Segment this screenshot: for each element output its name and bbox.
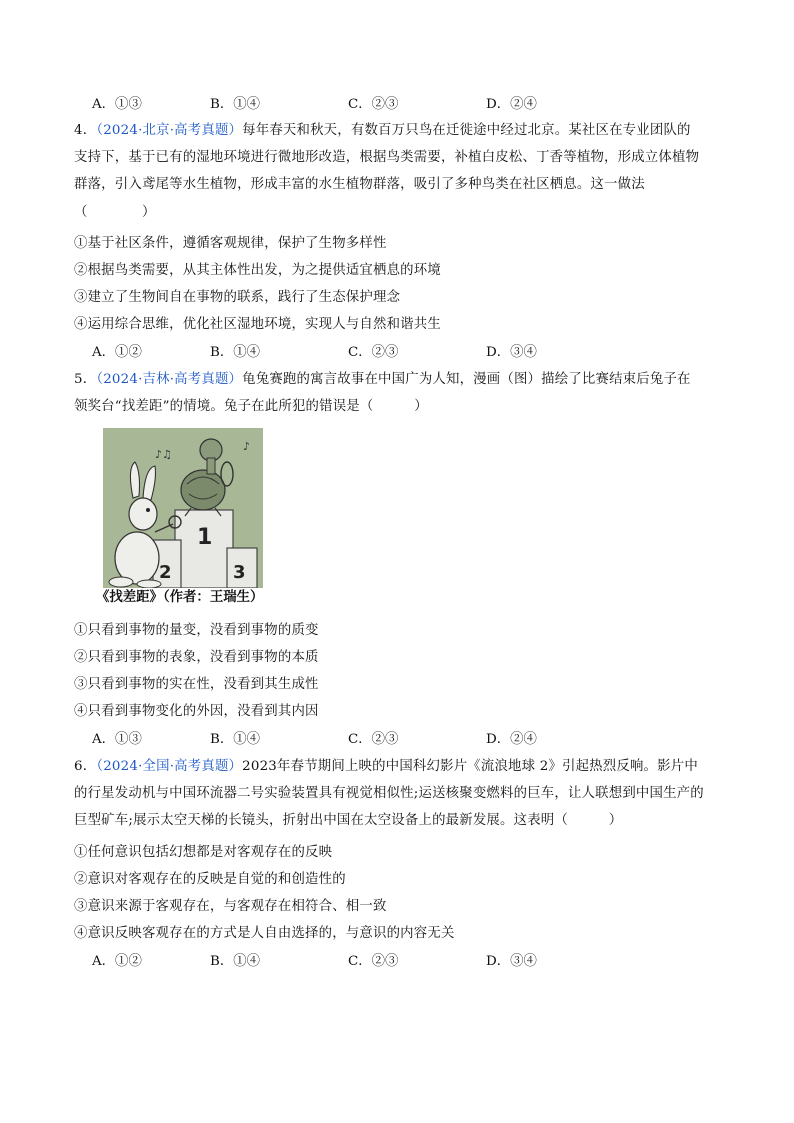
q5-stem-line-1: 5．（2024·吉林·高考真题）龟兔赛跑的寓言故事在中国广为人知，漫画（图）描绘了比赛结束后兔子在 bbox=[74, 372, 691, 387]
q4-option-b: B．①④ bbox=[210, 345, 261, 360]
q6-option-c: C．②③ bbox=[348, 954, 399, 969]
music-note-icon: ♪♫ bbox=[155, 448, 172, 461]
q4-stem-line-3: 群落，引入鸢尾等水生植物，形成丰富的水生植物群落，吸引了多种鸟类在社区栖息。这一做法 bbox=[74, 177, 645, 192]
q4-option-c: C．②③ bbox=[348, 345, 399, 360]
q4-stem-line-4: （ ） bbox=[74, 205, 156, 220]
q4-item-4: ④运用综合思维，优化社区湿地环境，实现人与自然和谐共生 bbox=[74, 317, 441, 332]
q6-number: 6． bbox=[74, 759, 97, 774]
q6-option-d: D．③④ bbox=[486, 954, 537, 969]
q4-source: （2024·北京·高考真题） bbox=[96, 123, 243, 138]
q6-item-3: ③意识来源于客观存在，与客观存在相符合、相一致 bbox=[74, 899, 387, 914]
q6-item-1: ①任何意识包括幻想都是对客观存在的反映 bbox=[74, 845, 333, 860]
q3-option-c: C．②③ bbox=[348, 97, 399, 112]
q3-option-d: D．②④ bbox=[486, 97, 537, 112]
q4-item-1: ①基于社区条件，遵循客观规律，保护了生物多样性 bbox=[74, 236, 387, 251]
q4-stem-line-1: 4．（2024·北京·高考真题）每年春天和秋天，有数百万只鸟在迁徙途中经过北京。某社区在专业团队的 bbox=[74, 123, 691, 138]
q6-option-b: B．①④ bbox=[210, 954, 261, 969]
q5-option-c: C．②③ bbox=[348, 732, 399, 747]
q5-item-3: ③只看到事物的实在性，没看到其生成性 bbox=[74, 677, 319, 692]
podium-first: 1 bbox=[197, 525, 213, 550]
cartoon-caption: 《找差距》（作者：王瑞生） bbox=[96, 590, 264, 605]
q4-item-2: ②根据鸟类需要，从其主体性出发，为之提供适宜栖息的环境 bbox=[74, 263, 441, 278]
q5-option-d: D．②④ bbox=[486, 732, 537, 747]
q6-item-4: ④意识反映客观存在的方式是人自由选择的，与意识的内容无关 bbox=[74, 926, 455, 941]
q6-stem-line-3: 巨型矿车;展示太空天梯的长镜头，折射出中国在太空设备上的最新发展。这表明（ ） bbox=[74, 813, 623, 828]
q6-stem-line-1: 6．（2024·全国·高考真题）2023年春节期间上映的中国科幻影片《流浪地球 2》引起热烈反响。影片中 bbox=[74, 759, 698, 774]
q5-source: （2024·吉林·高考真题） bbox=[96, 372, 243, 387]
q4-option-d: D．③④ bbox=[486, 345, 537, 360]
q3-option-b: B．①④ bbox=[210, 97, 261, 112]
q6-source: （2024·全国·高考真题） bbox=[96, 759, 243, 774]
q6-option-a: A．①② bbox=[92, 954, 142, 969]
podium-second: 2 bbox=[159, 562, 172, 583]
music-note-icon: ♪ bbox=[243, 440, 251, 453]
q5-item-4: ④只看到事物变化的外因，没看到其内因 bbox=[74, 704, 319, 719]
q5-stem-line-2: 领奖台“找差距”的情境。兔子在此所犯的错误是（ ） bbox=[74, 399, 428, 414]
q4-option-a: A．①② bbox=[92, 345, 142, 360]
q6-stem-line-2: 的行星发动机与中国环流器二号实验装置具有视觉相似性;运送核聚变燃料的巨车，让人联想到中国生产的 bbox=[74, 786, 704, 801]
q5-number: 5． bbox=[74, 372, 97, 387]
podium-third: 3 bbox=[233, 562, 246, 583]
q4-stem-line-2: 支持下，基于已有的湿地环境进行微地形改造，根据鸟类需要，补植白皮松、丁香等植物，形成立体植物 bbox=[74, 150, 700, 165]
q5-option-a: A．①③ bbox=[92, 732, 142, 747]
q5-item-1: ①只看到事物的量变，没看到事物的质变 bbox=[74, 623, 319, 638]
q6-item-2: ②意识对客观存在的反映是自觉的和创造性的 bbox=[74, 872, 346, 887]
q5-item-2: ②只看到事物的表象，没看到事物的本质 bbox=[74, 650, 319, 665]
cartoon-illustration bbox=[103, 428, 263, 588]
q4-item-3: ③建立了生物间自在事物的联系，践行了生态保护理念 bbox=[74, 290, 401, 305]
q3-option-a: A．①③ bbox=[92, 97, 142, 112]
q4-number: 4． bbox=[74, 123, 97, 138]
q5-option-b: B．①④ bbox=[210, 732, 261, 747]
